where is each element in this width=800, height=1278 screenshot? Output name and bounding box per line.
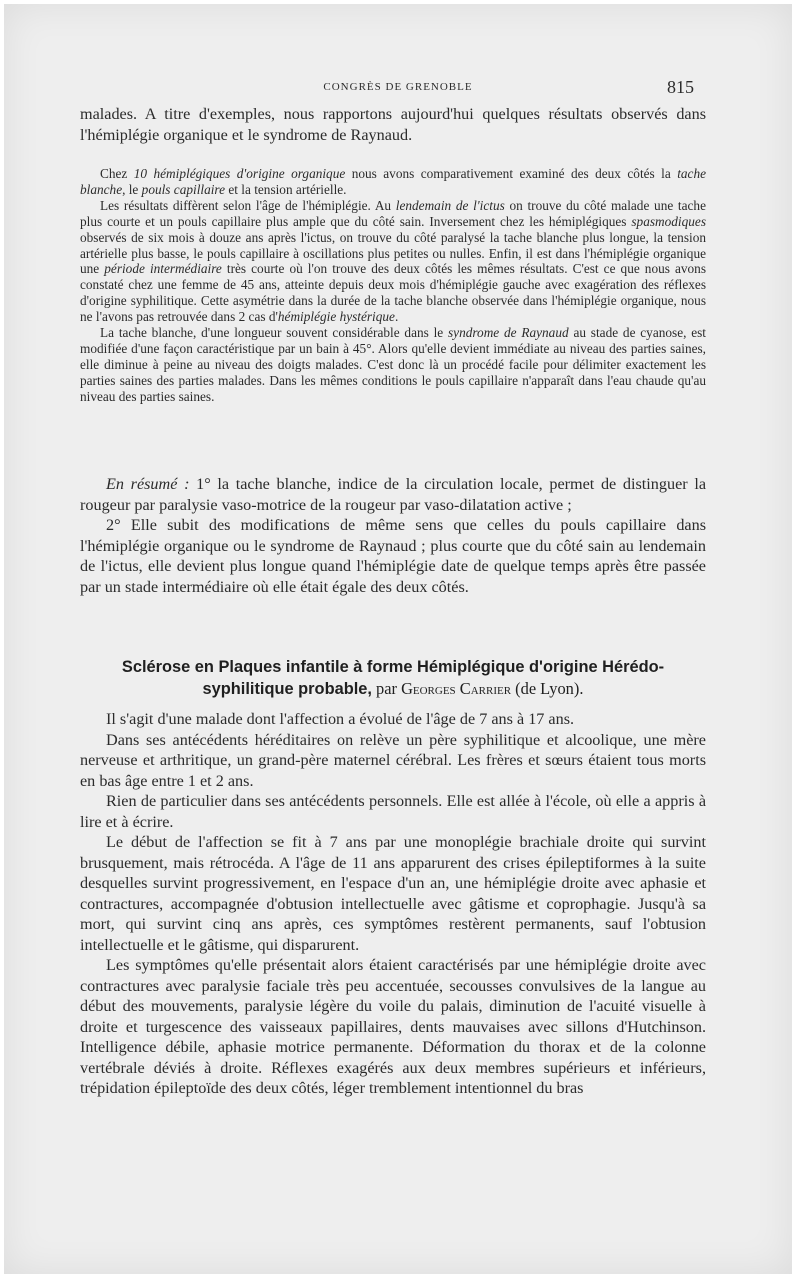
intro-text: malades. A titre d'exemples, nous rapportons aujourd'hui quelques résultats observés dans l'hémiplégie organique et le syndrome de Raynaud. [80,105,706,144]
italic-phrase: tache blanche [80,166,706,197]
section-heading [80,657,706,700]
small-paragraph-3: La tache blanche, d'une longueur souvent considérable dans le syndrome de Raynaud au stade de cyanose, est modifiée d'une façon caractéristique par un bain à 45°. Alors qu'elle devient immédiate au niveau des parties saines, elle diminue à peine au niveau des doigts malades. C'est donc là un procédé facile pour délimiter exactement les parties saines des parties malades. Dans les mêmes conditions le pouls capillaire n'apparaît dans l'eau chaude qu'au niveau des parties saines. [80,325,706,404]
small-paragraph-1: Chez 10 hémiplégiques d'origine organique nous avons comparativement examiné des deux côtés la tache blanche, le pouls capillaire et la tension artérielle. [80,166,706,197]
resume-label: En résumé : [106,475,190,493]
italic-phrase: période intermédiaire [104,261,222,277]
italic-phrase: hémiplégie hystérique [277,309,395,325]
resume-paragraph-2: 2° Elle subit des modifications de même sens que celles du pouls capillaire dans l'hémiplégie organique ou le syndrome de Raynaud ; plus courte que du côté sain au lendemain de l'ictus, elle devient plus longue quand l'hémiplégie date de quelque temps après être passée par un stade intermédiaire où elle était égale des deux côtés. [80,516,706,596]
small-paragraph-2: Les résultats diffèrent selon l'âge de l'hémiplégie. Au lendemain de l'ictus on trouve du côté malade une tache plus courte et un pouls capillaire plus ample que du côté sain. Inversement chez les hémiplégiques spasmodiques observés de six mois à douze ans après l'ictus, on trouve du côté paralysé la tache blanche plus longue, la tension artérielle plus basse, le pouls capillaire à oscillations plus petites ou nulles. Enfin, il est dans l'hémiplégie organique une période intermédiaire très courte où l'on trouve des deux côtés les mêmes résultats. C'est ce que nous avons constaté chez une femme de 45 ans, atteinte depuis deux mois d'hémiplégie gauche avec exagération des réflexes d'origine syphilitique. Cette asymétrie dans la durée de la tache blanche observée dans l'hémiplégie organique, nous ne l'avons pas retrouvée dans 2 cas d'hémiplégie hystérique. [80,197,706,325]
author-place: (de Lyon). [511,679,584,698]
body-paragraph-4: Le début de l'affection se fit à 7 ans par une monoplégie brachiale droite qui survint brusquement, mais rétrocéda. A l'âge de 11 ans apparurent des crises épileptiformes à la suite desquelles survint progressivement, en l'espace d'un an, une hémiplégie droite avec aphasie et contractures, accompagnée d'obtusion intellectuelle avec gâtisme et coprophagie. Jusqu'à sa mort, qui survint cinq ans après, ces symptômes restèrent permanents, sauf l'obtusion intellectuelle et le gâtisme, qui disparurent. [80,833,706,954]
italic-phrase: lendemain de l'ictus [395,197,505,213]
resume-block [80,474,706,597]
book-page [4,4,792,1274]
resume-paragraph-1: En résumé : 1° la tache blanche, indice de la circulation locale, permet de distinguer la rougeur par paralysie vaso-motrice de la rougeur par vaso-dilatation active ; [80,475,707,514]
italic-phrase: spasmodiques [631,213,706,229]
body-block [80,709,706,1099]
body-paragraph-2: Dans ses antécédents héréditaires on relève un père syphilitique et alcoolique, une mère nerveuse et arthritique, un grand-père maternel cérébral. Les frères et sœurs étaient tous morts en bas âge entre 1 et 2 ans. [80,730,706,790]
page-header [4,77,792,99]
byline-par: par [371,679,402,698]
author-name: Georges Carrier [401,679,512,698]
italic-phrase: 10 hémiplégiques d'origine organique [133,166,346,181]
italic-phrase: syndrome de Raynaud [448,325,569,341]
italic-phrase: pouls capillaire [141,181,226,197]
page-number: 815 [667,77,694,97]
small-print-block [80,166,706,405]
running-title: CONGRÈS DE GRENOBLE [323,81,473,93]
body-paragraph-1: Il s'agit d'une malade dont l'affection a évolué de l'âge de 7 ans à 17 ans. [106,710,575,728]
body-paragraph-3: Rien de particulier dans ses antécédents personnels. Elle est allée à l'école, où elle a appris à lire et à écrire. [80,792,706,831]
section-title: Sclérose en Plaques infantile à forme Hémiplégique d'origine Hérédo-syphilitique probable, [121,658,665,698]
intro-paragraph [80,104,706,145]
body-paragraph-5: Les symptômes qu'elle présentait alors étaient caractérisés par une hémiplégie droite avec contractures avec paralysie faciale très peu accentuée, secousses convulsives de la langue au début des mouvements, paralysie légère du voile du palais, diminution de l'acuité visuelle à droite et turgescence des vaisseaux papillaires, dents mauvaises avec sillons d'Hutchinson. Intelligence débile, aphasie motrice permanente. Déformation du thorax et de la colonne vertébrale déviés à droite. Réflexes exagérés aux deux membres supérieurs et inférieurs, trépidation épileptoïde des deux côtés, léger tremblement intentionnel du bras [80,956,706,1097]
